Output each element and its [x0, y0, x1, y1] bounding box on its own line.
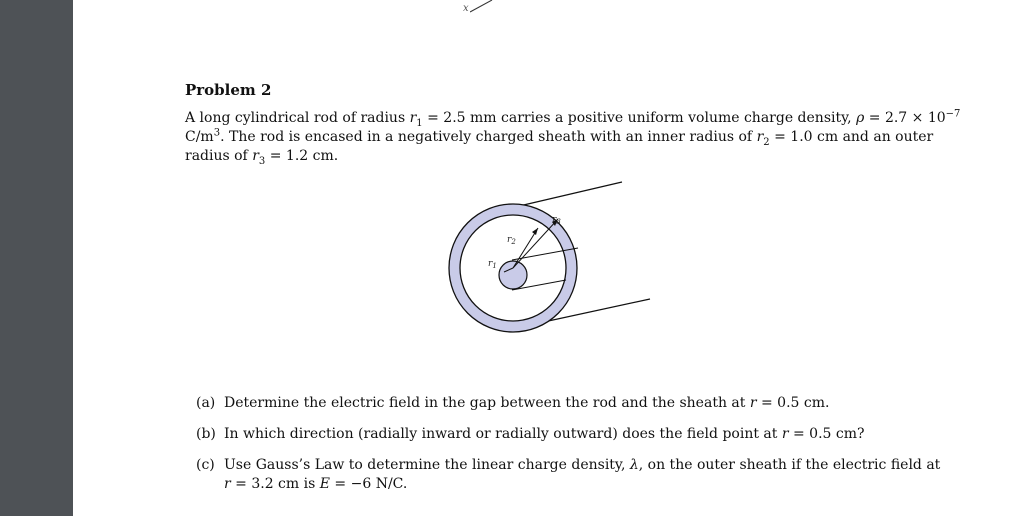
- text: A long cylindrical rod of radius: [185, 110, 410, 126]
- text: = −6 N/C.: [329, 476, 408, 492]
- statement-line-1: [185, 108, 961, 129]
- question-c-line-2: [196, 475, 940, 494]
- text: radius of: [185, 148, 253, 164]
- var: r: [749, 395, 757, 411]
- var-r2: r: [756, 129, 764, 145]
- var-lambda: λ: [629, 457, 639, 473]
- var-E: E: [319, 476, 330, 492]
- exponent: −7: [945, 108, 961, 120]
- text: = 1.2 cm.: [265, 148, 339, 164]
- axis-mark: x: [463, 3, 469, 14]
- question-label: (b): [196, 426, 216, 442]
- sub: 2: [763, 136, 770, 148]
- var: r: [224, 476, 231, 492]
- question-a: [196, 394, 829, 413]
- question-label: (c): [196, 457, 215, 473]
- statement-line-3: [185, 147, 925, 166]
- text: Determine the electric field in the gap between the rod and the sheath at: [224, 395, 750, 411]
- question-c: [196, 456, 940, 494]
- sub: 3: [258, 155, 266, 167]
- question-b: [196, 425, 865, 444]
- axis-line: [470, 0, 500, 14]
- text: = 0.5 cm?: [788, 426, 865, 442]
- problem-title: Problem 2: [185, 81, 272, 99]
- text: = 0.5 cm.: [756, 395, 830, 411]
- text: Use Gauss’s Law to determine the linear charge density,: [224, 457, 630, 473]
- statement-line-2: [185, 127, 934, 148]
- var: r: [781, 426, 789, 442]
- var-r3: r: [252, 148, 259, 164]
- cylinder-top-edge: [515, 182, 622, 207]
- label-r2: $r_2$: [507, 235, 516, 246]
- text: . The rod is encased in a negatively charged sheath with an inner radius of: [220, 129, 757, 145]
- exponent: 3: [213, 127, 221, 139]
- label-r3: $r_3$: [552, 215, 561, 226]
- var-r1: r: [409, 110, 417, 126]
- viewer-sidebar: [0, 0, 73, 516]
- text: = 2.7 × 10: [864, 110, 946, 126]
- problem-statement: [185, 108, 961, 167]
- label-r1: $r_1$: [488, 259, 497, 270]
- question-label: (a): [196, 395, 216, 411]
- cylinder-figure: [440, 176, 660, 346]
- text: = 2.5 mm carries a positive uniform volume charge density,: [422, 110, 857, 126]
- text: = 3.2 cm is: [230, 476, 320, 492]
- sub: 1: [416, 117, 423, 129]
- text: = 1.0 cm and an outer: [769, 129, 934, 145]
- text: In which direction (radially inward or radially outward) does the field point at: [224, 426, 782, 442]
- rod: [499, 261, 527, 289]
- text: , on the outer sheath if the electric field at: [638, 457, 941, 473]
- var-rho: ρ: [856, 110, 865, 126]
- unit: C/m: [185, 129, 214, 145]
